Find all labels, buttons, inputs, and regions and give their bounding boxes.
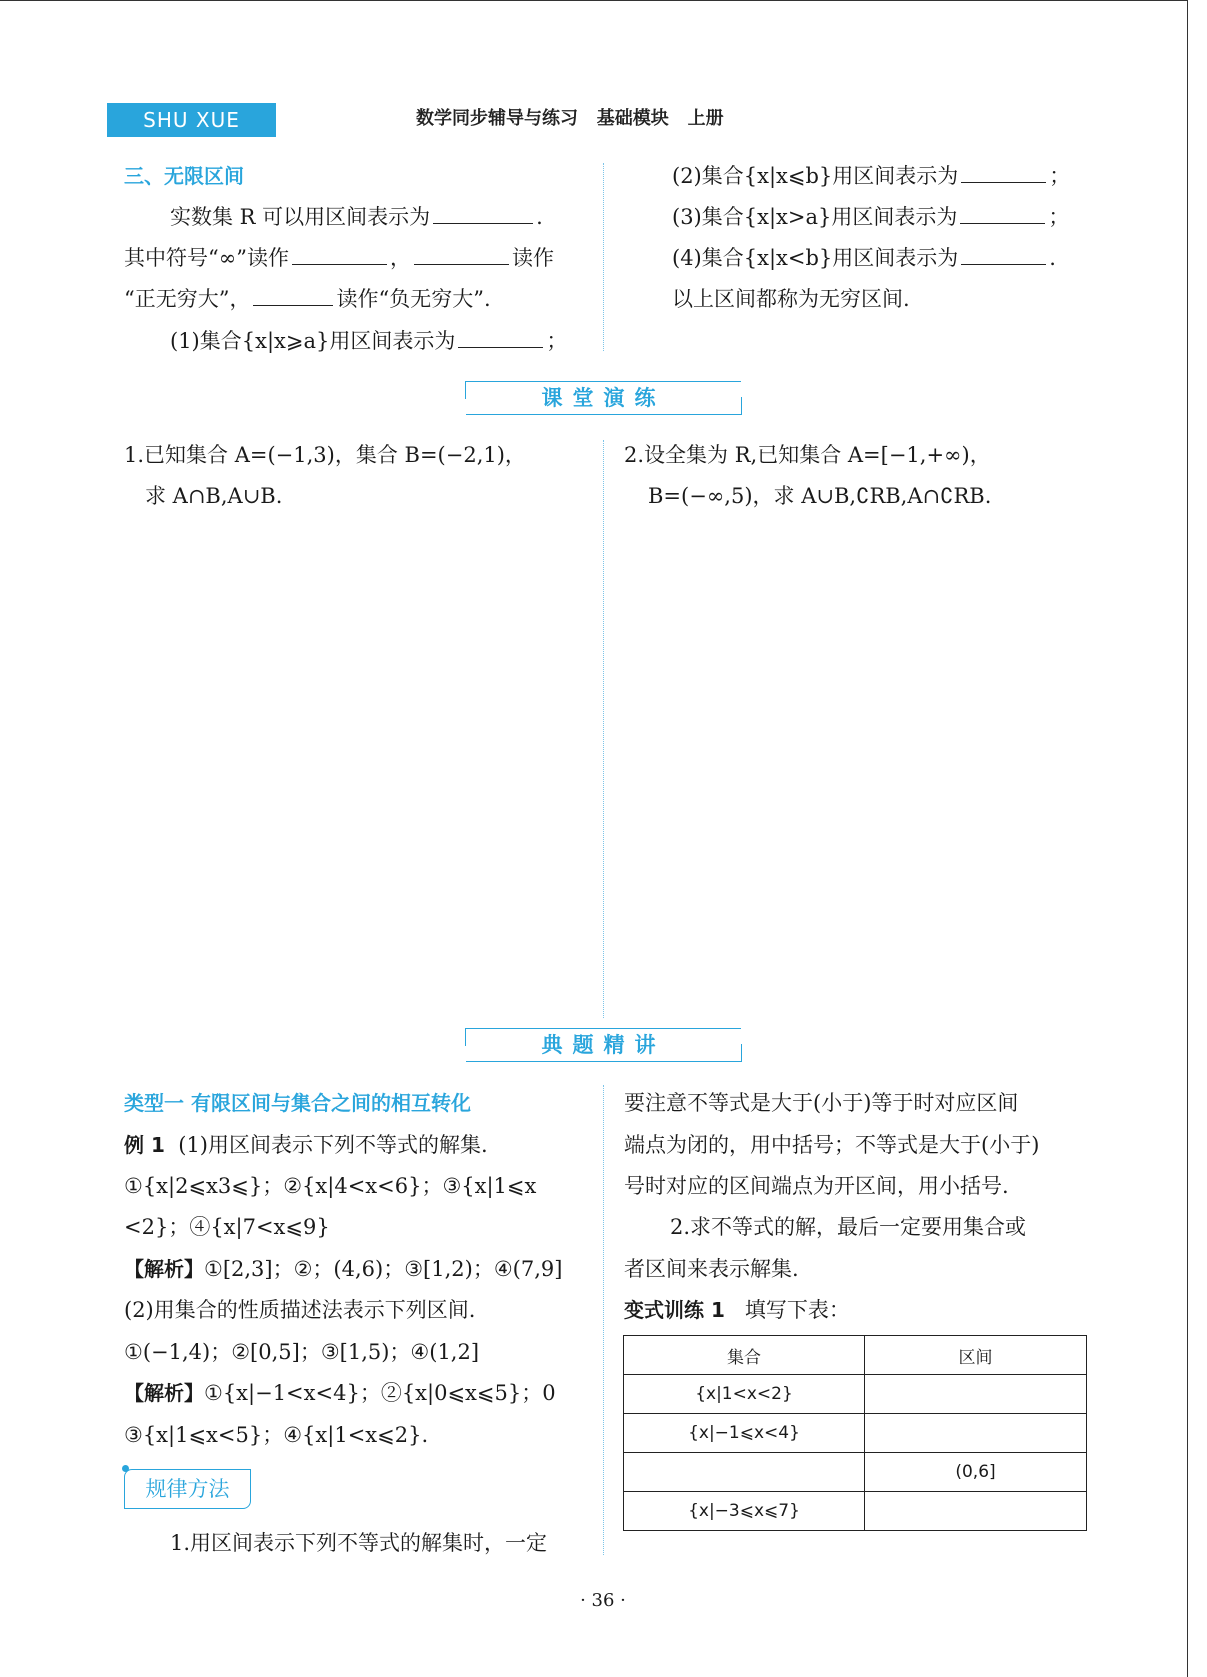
table-row [624, 1453, 1087, 1492]
method-1-line-1: 1.用区间表示下列不等式的解集时，一定 [170, 1531, 548, 1555]
question-1-line-2: 求 A∩B,A∪B. [145, 484, 283, 508]
table-cell-set[interactable] [624, 1453, 865, 1492]
table-cell-interval[interactable] [865, 1375, 1087, 1414]
page-number: · 36 · [580, 1590, 626, 1611]
text-line: (3)集合{x|x>a}用区间表示为 ； [672, 205, 1070, 229]
column-divider-bottom [603, 1085, 604, 1555]
question-2-line-2: B=(−∞,5)，求 A∪B,∁RB,A∩∁RB. [648, 484, 992, 508]
column-divider-middle [603, 440, 604, 1018]
table-cell-set: {x|−1⩽x<4} [624, 1414, 865, 1453]
table-cell-interval: (0,6] [865, 1453, 1087, 1492]
variant-training: 变式训练 1 填写下表： [624, 1298, 850, 1322]
example-1-question-2: (2)用集合的性质描述法表示下列区间. [124, 1298, 476, 1322]
table-header-row [624, 1336, 1087, 1375]
subject-tab: SHU XUE [107, 103, 276, 137]
table-header-interval: 区间 [865, 1336, 1087, 1375]
example-1-answer-2-cont: ③{x|1⩽x<5}；④{x|1<x⩽2}. [124, 1423, 429, 1447]
example-1-list-cont: <2}；④{x|7<x⩽9} [124, 1215, 330, 1239]
table-cell-interval[interactable] [865, 1414, 1087, 1453]
method-label: 规律方法 [124, 1469, 251, 1509]
table-cell-interval[interactable] [865, 1492, 1087, 1531]
example-1-answer: 【解析】①[2,3]；②；(4,6)；③[1,2)；④(7,9] [124, 1257, 563, 1281]
band-label: 课堂演练 [541, 386, 666, 410]
table-row [624, 1492, 1087, 1531]
answer-blank[interactable] [292, 244, 387, 265]
method-1-line-4: 号时对应的区间端点为开区间，用小括号. [624, 1174, 1009, 1198]
method-2-line-1: 2.求不等式的解，最后一定要用集合或 [670, 1215, 1027, 1239]
text-line: (1)集合{x|x⩾a}用区间表示为 ； [170, 329, 568, 353]
method-1-line-2: 要注意不等式是大于(小于)等于时对应区间 [624, 1091, 1019, 1115]
page-frame-top [0, 0, 1188, 1]
example-1-list: ①{x|2⩽x3⩽}；②{x|4<x<6}；③{x|1⩽x [124, 1174, 537, 1198]
answer-blank[interactable] [414, 244, 509, 265]
example-1-answer-2: 【解析】①{x|−1<x<4}；②{x|0⩽x⩽5}；0 [124, 1381, 556, 1405]
page-frame-right [1187, 0, 1188, 1677]
method-1-line-3: 端点为闭的，用中括号；不等式是大于(小于) [624, 1133, 1040, 1157]
column-divider-top [603, 163, 604, 351]
answer-blank[interactable] [433, 203, 533, 224]
example-1-question: 例 1 (1)用区间表示下列不等式的解集. [124, 1133, 488, 1157]
question-2-line-1: 2.设全集为 R,已知集合 A=[−1,+∞)， [624, 443, 991, 467]
question-1-line-1: 1.已知集合 A=(−1,3)，集合 B=(−2,1)， [124, 443, 526, 467]
book-title: 数学同步辅导与练习 基础模块 上册 [416, 108, 724, 129]
section-heading-infinite-interval: 三、无限区间 [124, 164, 244, 188]
text-line: 以上区间都称为无穷区间. [672, 287, 910, 311]
table-row [624, 1414, 1087, 1453]
table-row [624, 1375, 1087, 1414]
text-line: 其中符号“∞”读作 ， 读作 [124, 246, 554, 270]
text-line: (2)集合{x|x⩽b}用区间表示为 ； [672, 164, 1071, 188]
type-heading: 类型一 有限区间与集合之间的相互转化 [124, 1091, 471, 1115]
text-line: “正无穷大”， 读作“负无穷大”. [124, 287, 491, 311]
table-cell-set: {x|−3⩽x⩽7} [624, 1492, 865, 1531]
answer-blank[interactable] [458, 327, 543, 348]
answer-blank[interactable] [961, 244, 1046, 265]
answer-blank[interactable] [253, 285, 333, 306]
table-cell-set: {x|1<x<2} [624, 1375, 865, 1414]
answer-blank[interactable] [961, 162, 1046, 183]
example-1-list-2: ①(−1,4)；②[0,5]；③[1,5)；④(1,2] [124, 1340, 480, 1364]
section-band-examples [466, 1028, 741, 1062]
band-label: 典题精讲 [541, 1033, 666, 1057]
variant-table [623, 1335, 1087, 1531]
text-line: (4)集合{x|x<b}用区间表示为 . [672, 246, 1056, 270]
table-header-set: 集合 [624, 1336, 865, 1375]
text-line: 实数集 R 可以用区间表示为 . [170, 205, 543, 229]
answer-blank[interactable] [960, 203, 1045, 224]
section-band-practice [466, 381, 741, 415]
method-2-line-2: 者区间来表示解集. [624, 1257, 799, 1281]
